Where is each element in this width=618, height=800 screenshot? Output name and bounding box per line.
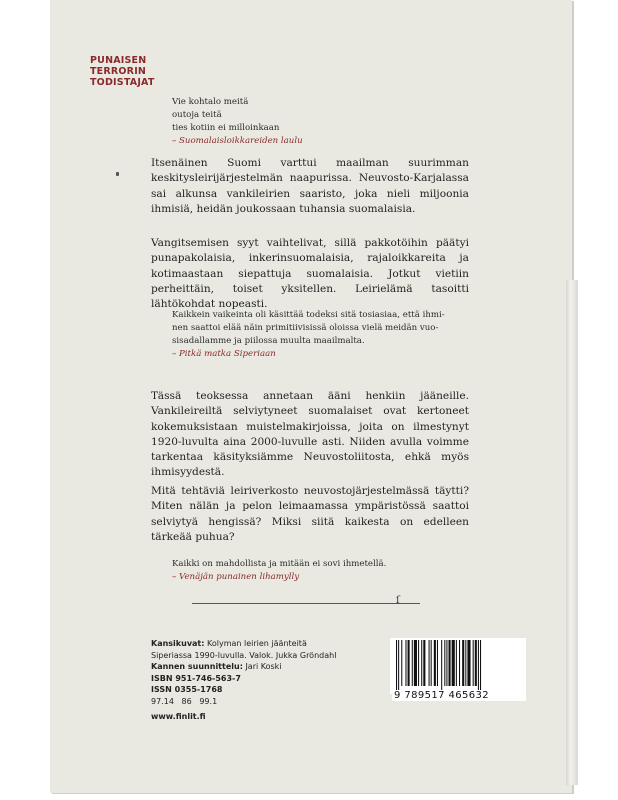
quote-line: sisadallamme ja piilossa muulta maailmalta. (172, 336, 365, 346)
barcode-bar (462, 640, 464, 686)
barcode-bar (434, 640, 436, 686)
epigraph (172, 96, 462, 148)
imprint-block (151, 638, 381, 723)
paragraph-text: Itsenäinen Suomi varttui maailman suurimman keskitysleirijärjestelmän naapurissa. Neuvosto-Karjalassa sai alkunsa vankileirien saaristo, joka nieli miljoonia ihmisiä, heidän joukossaan tuhansia suomalaisia. (151, 157, 469, 215)
handwritten-mark: ſ (396, 595, 400, 606)
epigraph-line: ties kotiin ei milloinkaan (172, 123, 280, 133)
cover-credit-text: Kolyman leirien jäänteitä (207, 639, 307, 648)
cover-credit-text-2: Siperiassa 1990-luvulla. Valok. Jukka Gröndahl (151, 650, 337, 660)
series-title (90, 55, 190, 88)
barcode-bar (449, 640, 451, 686)
design-credit-label: Kannen suunnittelu: (151, 662, 243, 671)
barcode-bar (480, 640, 481, 690)
page-edges (566, 280, 578, 785)
print-speck (116, 172, 119, 176)
barcode-bar (441, 640, 442, 690)
body-paragraph-3 (151, 389, 469, 481)
issn: ISSN 0355-1768 (151, 685, 223, 694)
cover-credit-label: Kansikuvat: (151, 639, 205, 648)
barcode-bars (394, 640, 522, 690)
barcode-bar (431, 640, 432, 686)
website: www.finlit.fi (151, 712, 206, 721)
barcode-bar (465, 640, 466, 686)
barcode-bar (437, 640, 438, 686)
body-paragraph-4 (151, 484, 469, 545)
barcode-bar (408, 640, 410, 686)
barcode-bar (452, 640, 455, 686)
epigraph-source: – Suomalaisloikkareiden laulu (172, 136, 303, 146)
barcode-number: 9 789517 465632 (392, 690, 526, 701)
body-paragraph-1 (151, 156, 469, 217)
paragraph-text: Vangitsemisen syyt vaihtelivat, sillä pakkotöihin päätyi punapakolaisia, inkerinsuomalaisia, rajaloikkareita ja kotimaastaan siepattuja suomalaisia. Jotkut vietiin perheittäin, toiset yksitellen. Leirielämä tasoitti lähtökohdat nopeasti. (151, 237, 469, 311)
epigraph-line: outoja teitä (172, 110, 222, 120)
epigraph-line: Vie kohtalo meitä (172, 97, 249, 107)
body-paragraph-2 (151, 236, 469, 312)
barcode-bar (429, 640, 430, 686)
barcode-bar (475, 640, 477, 686)
barcode-bar (412, 640, 413, 686)
barcode-bar (478, 640, 479, 690)
barcode-bar (401, 640, 402, 686)
barcode-bar (418, 640, 419, 686)
barcode-bar (446, 640, 447, 686)
series-title-line: TODISTAJAT (90, 77, 155, 88)
isbn: ISBN 951-746-563-7 (151, 673, 241, 683)
barcode-bar (421, 640, 422, 686)
barcode-bar (414, 640, 417, 686)
quote-block-3 (172, 558, 462, 584)
barcode-bar (405, 640, 406, 686)
barcode-bar (459, 640, 460, 686)
divider-line (192, 603, 420, 604)
quote-line: Kaikki on mahdollista ja mitään ei sovi ihmetellä. (172, 559, 387, 569)
classification: 97.14 86 99.1 (151, 696, 218, 706)
barcode-bar (473, 640, 474, 686)
quote-source: – Pitkä matka Siperiaan (172, 349, 276, 359)
quote-source: – Venäjän punainen lihamylly (172, 572, 300, 582)
barcode-bar (398, 640, 399, 690)
series-title-line: TERRORIN (90, 66, 147, 77)
paragraph-text: Mitä tehtäviä leiriverkosto neuvostojärjestelmässä täytti? Miten nälän ja pelon leimaamassa ympäristössä saattoi selviytyä hengissä? Miksi siitä kaikesta on edelleen tärkeää puhua? (151, 485, 469, 543)
design-credit-text: Jari Koski (245, 662, 282, 671)
paragraph-text: Tässä teoksessa annetaan ääni henkiin jääneille. Vankileireiltä selviytyneet suomalaiset ovat kertoneet kokemuksistaan muistelmakirjoissa, joita on ilmestynyt 1920-luvulta aina 2000-luvulle asti. Niiden avulla voimme tarkentaa käsityksiämme Neuvostoliitosta, ehkä myös ihmisyydestä. (151, 390, 469, 479)
barcode-bar (456, 640, 457, 686)
barcode-bar (396, 640, 397, 690)
barcode-bar (444, 640, 445, 686)
quote-block-2 (172, 309, 462, 361)
series-title-line: PUNAISEN (90, 55, 147, 66)
barcode-bar (467, 640, 470, 686)
quote-line: nen saattoi elää näin primitiivisissä oloissa vielä meidän vuo- (172, 323, 439, 333)
quote-line: Kaikkein vaikeinta oli käsittää todeksi sitä tosiasiaa, että ihmi- (172, 310, 445, 320)
barcode (390, 638, 526, 694)
barcode-bar (423, 640, 425, 686)
